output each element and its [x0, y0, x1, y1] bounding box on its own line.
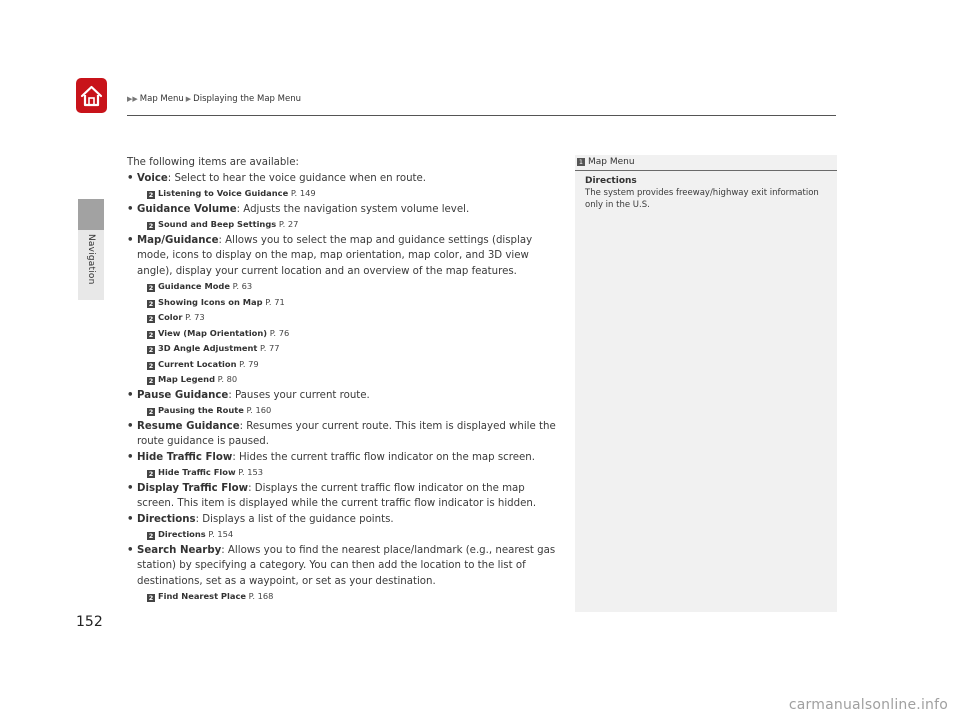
reference-title: Directions [158, 529, 206, 539]
page-number: 152 [76, 614, 103, 630]
item-description: : Hides the current traffic flow indicator on the map screen. [232, 451, 535, 463]
reference-arrow-icon: 2 [148, 377, 154, 385]
cross-reference-link[interactable] [127, 372, 560, 388]
list-item [127, 512, 560, 543]
item-term: Guidance Volume [137, 203, 237, 215]
reference-arrow-icon: 2 [148, 346, 154, 354]
item-term: Voice [137, 172, 168, 184]
reference-title: Color [158, 312, 183, 322]
breadcrumb-item-map-menu[interactable]: Map Menu [139, 94, 184, 104]
cross-reference-link[interactable] [127, 186, 560, 202]
cross-reference-link[interactable] [127, 465, 560, 481]
bullet-icon: • [127, 172, 134, 184]
reference-arrow-icon: 2 [148, 408, 154, 416]
item-paragraph [127, 543, 560, 590]
reference-title: Showing Icons on Map [158, 296, 263, 307]
reference-title: Find Nearest Place [158, 591, 246, 601]
item-paragraph [127, 171, 560, 187]
reference-page: P. 77 [259, 343, 280, 353]
list-item [127, 481, 560, 512]
main-content [127, 155, 560, 605]
reference-page: P. 160 [246, 405, 272, 415]
bullet-icon: • [127, 389, 134, 401]
reference-arrow-icon: 2 [148, 361, 154, 370]
cross-reference-link[interactable] [127, 295, 560, 311]
reference-page: P. 79 [239, 358, 259, 369]
reference-arrow-icon: 2 [148, 191, 154, 199]
reference-arrow-icon: 2 [148, 594, 154, 602]
reference-title: Listening to Voice Guidance [158, 188, 289, 198]
cross-reference-link[interactable] [127, 341, 560, 357]
item-description: : Allows you to find the nearest place/landmark (e.g., nearest gas station) by specifying a category. You can then add the location to the list of destinations, set as a waypoint, or set as your destination. [137, 544, 556, 587]
bullet-icon: • [127, 544, 134, 556]
item-description: : Displays the current traffic flow indicator on the map screen. This item is displayed while the current traffic flow indicator is hidden. [137, 482, 537, 509]
item-description: : Pauses your current route. [228, 389, 370, 401]
side-note-header [575, 155, 837, 171]
item-term: Resume Guidance [137, 420, 240, 432]
side-note-subheading: Directions [585, 176, 637, 186]
bullet-icon: • [127, 420, 134, 432]
reference-page: P. 154 [208, 529, 234, 539]
item-paragraph [127, 512, 560, 528]
section-label: Navigation [86, 234, 96, 285]
reference-arrow-icon: 2 [148, 330, 154, 339]
list-item [127, 419, 560, 450]
item-description: : Adjusts the navigation system volume level. [236, 203, 470, 215]
reference-page: P. 153 [238, 467, 264, 477]
item-term: Directions [137, 513, 196, 525]
section-tab [78, 199, 104, 230]
item-description: : Select to hear the voice guidance when en route. [167, 172, 427, 184]
cross-reference-link[interactable] [127, 217, 560, 233]
intro-text: The following items are available: [127, 157, 299, 168]
cross-reference-link[interactable] [127, 527, 560, 543]
list-item [127, 202, 560, 233]
item-paragraph [127, 202, 560, 218]
item-paragraph [127, 481, 560, 512]
reference-page: P. 168 [248, 591, 274, 601]
reference-title: View (Map Orientation) [158, 327, 268, 338]
side-note-title: Map Menu [588, 157, 635, 167]
item-description: : Resumes your current route. This item is displayed while the route guidance is paused. [137, 420, 556, 447]
side-note-body [575, 171, 837, 211]
reference-arrow-icon: 2 [148, 315, 154, 323]
cross-reference-link[interactable] [127, 357, 560, 373]
reference-title: Current Location [158, 358, 237, 369]
bullet-icon: • [127, 482, 134, 494]
reference-page: P. 27 [278, 219, 299, 229]
item-term: Search Nearby [137, 544, 222, 556]
item-term: Map/Guidance [137, 234, 219, 246]
list-item [127, 171, 560, 202]
reference-page: P. 73 [185, 312, 205, 322]
reference-title: 3D Angle Adjustment [158, 343, 258, 353]
reference-page: P. 149 [290, 188, 316, 198]
breadcrumb-item-displaying-map-menu[interactable]: Displaying the Map Menu [193, 94, 301, 104]
reference-title: Hide Traffic Flow [158, 467, 236, 477]
cross-reference-link[interactable] [127, 310, 560, 326]
item-paragraph [127, 419, 560, 450]
triangle-right-icon: ▶▶ [127, 95, 138, 103]
list-item [127, 233, 560, 388]
list-item [127, 543, 560, 605]
triangle-right-icon: ▶ [185, 95, 192, 103]
reference-page: P. 71 [265, 296, 285, 307]
bullet-icon: • [127, 234, 134, 246]
note-marker-icon: 1 [578, 158, 584, 166]
cross-reference-link[interactable] [127, 279, 560, 295]
cross-reference-link[interactable] [127, 589, 560, 605]
breadcrumb [127, 94, 301, 104]
reference-arrow-icon: 2 [148, 284, 154, 292]
reference-title: Map Legend [158, 374, 216, 384]
list-item [127, 388, 560, 419]
header-divider [127, 115, 836, 116]
reference-page: P. 63 [232, 281, 253, 291]
item-paragraph [127, 388, 560, 404]
bullet-icon: • [127, 451, 134, 463]
cross-reference-link[interactable] [127, 326, 560, 342]
reference-arrow-icon: 2 [148, 532, 154, 540]
item-term: Pause Guidance [137, 389, 229, 401]
reference-title: Guidance Mode [158, 281, 230, 291]
reference-title: Sound and Beep Settings [158, 219, 277, 229]
item-paragraph [127, 450, 560, 466]
reference-arrow-icon: 2 [148, 222, 154, 230]
side-note-panel [575, 155, 837, 612]
watermark-text: carmanualsonline.info [788, 697, 948, 713]
bullet-icon: • [127, 513, 134, 525]
reference-arrow-icon: 2 [148, 470, 154, 478]
item-term: Display Traffic Flow [137, 482, 249, 494]
reference-page: P. 80 [217, 374, 238, 384]
item-description: : Allows you to select the map and guidance settings (display mode, icons to display on the map, map orientation, map color, and 3D view angle), display your current location and an overview of the map features. [137, 234, 533, 277]
bullet-icon: • [127, 203, 134, 215]
item-term: Hide Traffic Flow [137, 451, 233, 463]
item-list [127, 171, 560, 605]
cross-reference-link[interactable] [127, 403, 560, 419]
item-paragraph [127, 233, 560, 280]
side-note-text: The system provides freeway/highway exit information only in the U.S. [585, 188, 819, 210]
list-item [127, 450, 560, 481]
house-glyph [79, 84, 104, 108]
home-icon[interactable] [76, 78, 107, 113]
reference-page: P. 76 [269, 327, 290, 338]
item-description: : Displays a list of the guidance points. [195, 513, 394, 525]
reference-arrow-icon: 2 [148, 299, 154, 308]
reference-title: Pausing the Route [158, 405, 244, 415]
